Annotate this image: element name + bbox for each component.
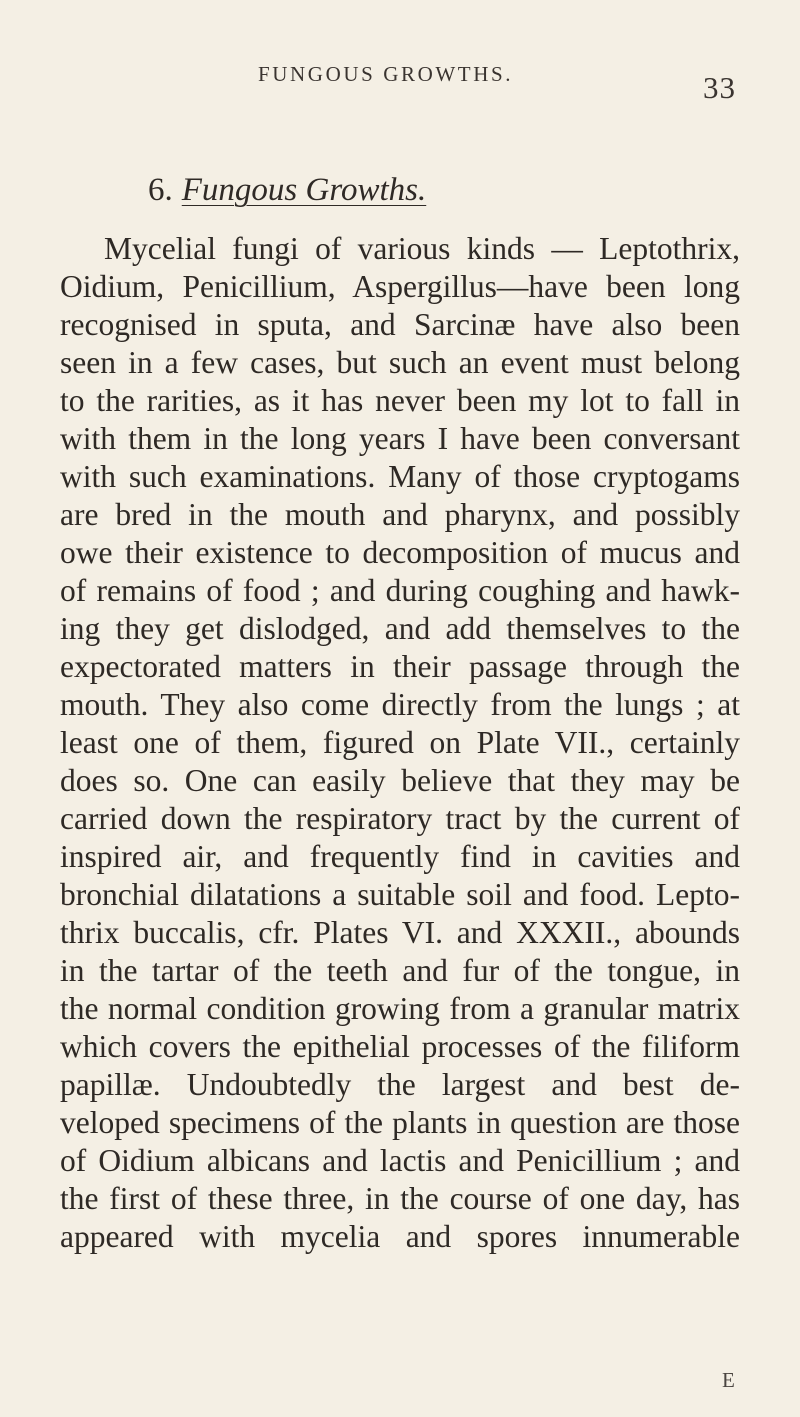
section-title: Fungous Growths. [181, 172, 427, 208]
text-line: bronchial dilatations a suitable soil and food. Lepto- [60, 877, 740, 912]
section-number: 6. [148, 172, 173, 208]
text-line: owe their existence to decomposition of mucus and [60, 535, 740, 570]
text-line: veloped specimens of the plants in question are those [60, 1105, 740, 1140]
running-head: FUNGOUS GROWTHS. [258, 62, 514, 86]
text-line: in the tartar of the teeth and fur of the tongue, in [60, 953, 740, 988]
text-line: expectorated matters in their passage through the [60, 649, 740, 684]
text-line: which covers the epithelial processes of the filiform [60, 1029, 740, 1064]
text-line: Oidium, Penicillium, Aspergillus—have been long [60, 269, 740, 304]
page-number: 33 [703, 70, 736, 105]
text-line: papillæ. Undoubtedly the largest and best de- [60, 1067, 740, 1102]
text-line: least one of them, figured on Plate VII., certainly [60, 725, 740, 760]
body-paragraph [60, 230, 740, 1256]
text-line: does so. One can easily believe that they may be [60, 763, 740, 798]
text-line: to the rarities, as it has never been my lot to fall in [60, 383, 740, 418]
section-heading [148, 172, 426, 209]
text-line: are bred in the mouth and pharynx, and possibly [60, 497, 740, 532]
text-line: the first of these three, in the course of one day, has [60, 1181, 740, 1216]
text-line: with such examinations. Many of those cryptogams [60, 459, 740, 494]
text-line: thrix buccalis, cfr. Plates VI. and XXXII., abounds [60, 915, 740, 950]
text-line: of remains of food ; and during coughing and hawk- [60, 573, 740, 608]
text-line: with them in the long years I have been conversant [60, 421, 740, 456]
text-line: mouth. They also come directly from the lungs ; at [60, 687, 740, 722]
text-line: recognised in sputa, and Sarcinæ have also been [60, 307, 740, 342]
signature-mark: E [722, 1368, 735, 1392]
text-line: of Oidium albicans and lactis and Penicillium ; and [60, 1143, 740, 1178]
text-line: inspired air, and frequently find in cavities and [60, 839, 740, 874]
text-line: seen in a few cases, but such an event must belong [60, 345, 740, 380]
text-line: Mycelial fungi of various kinds — Leptothrix, [104, 231, 740, 266]
text-line: carried down the respiratory tract by the current of [60, 801, 740, 836]
text-line: appeared with mycelia and spores innumerable [60, 1219, 740, 1254]
text-line: ing they get dislodged, and add themselves to the [60, 611, 740, 646]
text-line: the normal condition growing from a granular matrix [60, 991, 740, 1026]
